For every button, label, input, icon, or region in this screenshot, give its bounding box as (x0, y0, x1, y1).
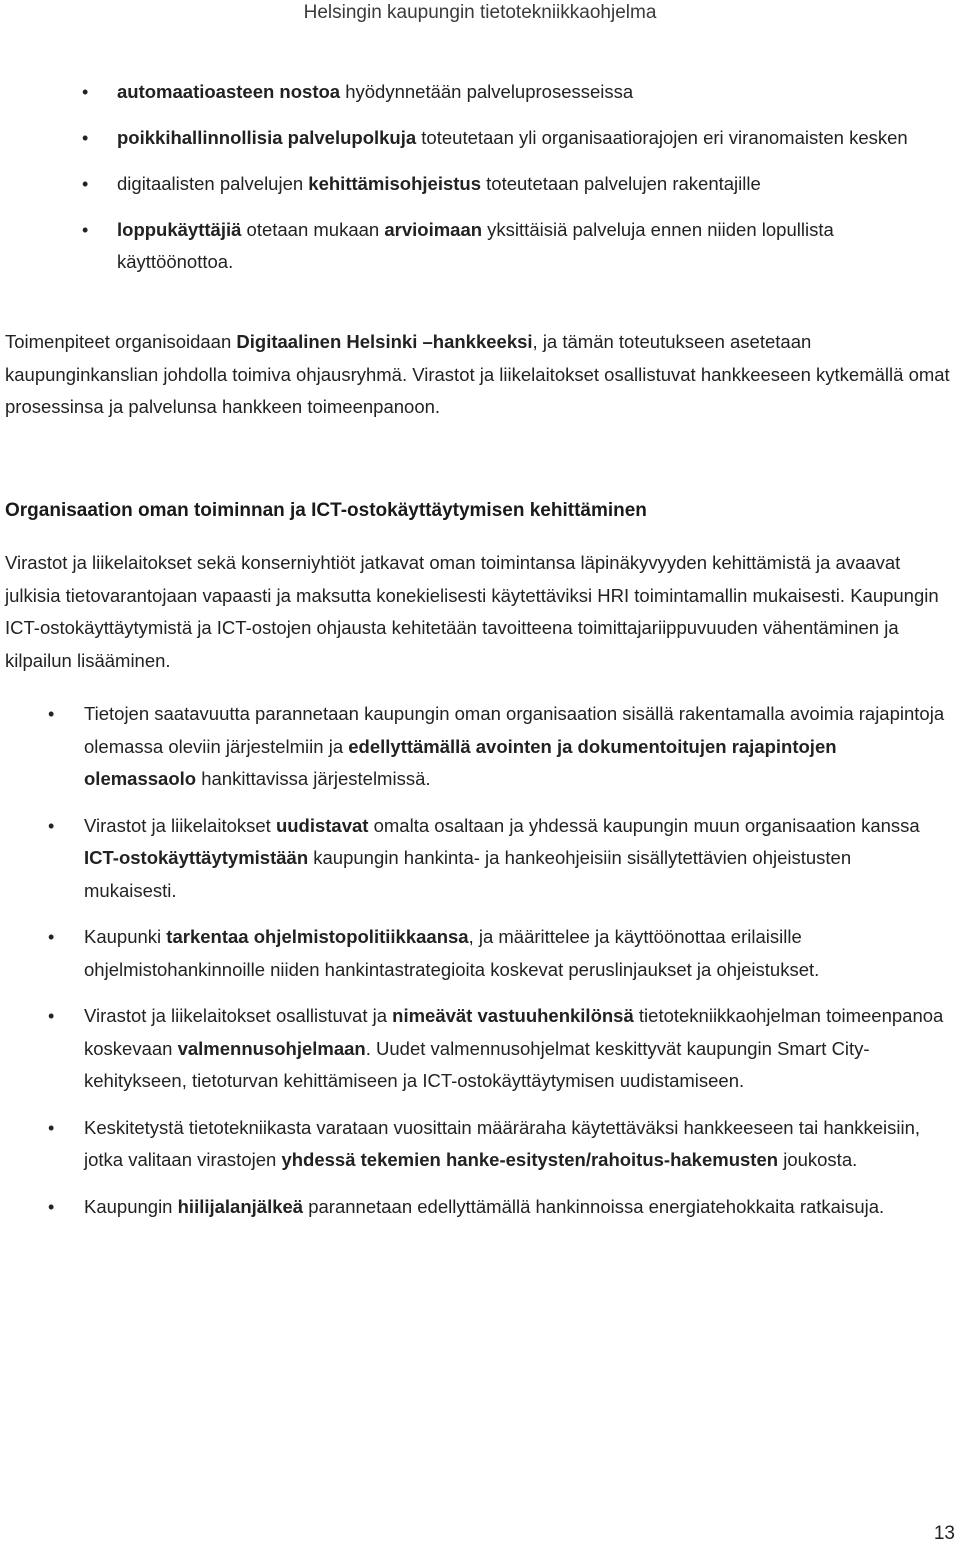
bold-phrase: automaatioasteen nostoa (117, 81, 341, 102)
list-item (0, 810, 960, 908)
list-item (0, 921, 960, 986)
item-text: omalta osaltaan ja yhdessä kaupungin muun organisaation kanssa (368, 814, 920, 836)
bold-phrase: kehittämisohjeistus (308, 173, 482, 194)
para-text: , ja tämän toteutukseen asetetaan kaupunginkanslian johdolla toimiva ohjausryhmä. Virastot ja liikelaitokset osallistuvat hankkeeseen kytkemällä omat prosessinsa ja palvelunsa hankkeen toimeenpanoon. (5, 331, 950, 417)
bullet-icon: • (48, 815, 55, 836)
bullet-icon: • (82, 220, 89, 240)
bullet-icon: • (82, 128, 89, 148)
bullet-icon: • (82, 174, 89, 194)
list-item (0, 76, 960, 108)
list-item (0, 698, 960, 796)
item-text: Kaupungin (84, 1195, 178, 1217)
bold-phrase: yhdessä tekemien hanke-esitysten/rahoitus-hakemusten (281, 1149, 779, 1170)
item-text: digitaalisten palvelujen (117, 173, 309, 194)
item-text: parannetaan edellyttämällä hankinnoissa energiatehokkaita ratkaisuja. (303, 1195, 885, 1217)
bullet-icon: • (82, 82, 89, 102)
item-text: Virastot ja liikelaitokset osallistuvat ja (84, 1005, 393, 1026)
list-item (0, 1112, 960, 1177)
item-text: hyödynnetään palveluprosesseissa (340, 81, 634, 102)
bold-phrase: nimeävät vastuuhenkilönsä (392, 1005, 634, 1026)
item-text: , ja määrittelee ja käyttöönottaa erilaisille ohjelmistohankinnoille niiden hankintastrategioita koskevat peruslinjaukset ja ohjeistukset. (84, 926, 820, 980)
item-text: joukosta. (778, 1149, 858, 1170)
item-text: yksittäisiä palveluja ennen niiden lopullista käyttöönottoa. (117, 219, 834, 272)
bold-phrase: edellyttämällä avointen ja dokumentoitujen rajapintojen olemassaolo (84, 735, 837, 789)
bold-phrase: tarkentaa ohjelmistopolitiikkaansa (166, 926, 469, 947)
bold-phrase: loppukäyttäjiä (117, 219, 242, 240)
bullet-icon: • (48, 1117, 55, 1138)
bold-phrase: poikkihallinnollisia palvelupolkuja (117, 127, 417, 148)
bullet-icon: • (48, 1196, 55, 1217)
bold-phrase: arvioimaan (384, 219, 483, 240)
bullet-list-bottom (0, 698, 960, 1237)
list-item (0, 1191, 960, 1224)
running-header: Helsingin kaupungin tietotekniikkaohjelma (303, 2, 657, 23)
paragraph-organisation (5, 326, 955, 424)
item-text: . Uudet valmennusohjelmat keskittyvät kaupungin Smart City-kehitykseen, tietoturvan kehittämiseen ja ICT-ostokäyttäytymisen uudistamiseen. (84, 1037, 870, 1091)
bullet-icon: • (48, 1006, 55, 1026)
bold-phrase: Digitaalinen Helsinki –hankkeeksi (236, 331, 533, 352)
list-item (0, 168, 960, 200)
item-text: hankittavissa järjestelmissä. (196, 768, 431, 789)
paragraph-transparency: Virastot ja liikelaitokset sekä konserniyhtiöt jatkavat oman toimintansa läpinäkyvyyden kehittämistä ja avaavat julkisia tietovarantojaan vapaasti ja maksutta konekielisesti käytettäviksi HRI toimintamallin mukaisesti. Kaupungin ICT-ostokäyttäytymistä ja ICT-ostojen ohjausta kehitetään tavoitteena toimittajariippuvuuden vähentäminen ja kilpailun lisääminen. (5, 552, 939, 671)
list-item (0, 1000, 960, 1098)
bold-phrase: ICT-ostokäyttäytymistään (84, 847, 309, 868)
para-text: Toimenpiteet organisoidaan (5, 331, 237, 352)
item-text: Tietojen saatavuutta parannetaan kaupungin oman organisaation sisällä rakentamalla avoimia rajapintoja olemassa oleviin järjestelmiin ja (84, 703, 945, 757)
item-text: Keskitetystä tietotekniikasta varataan vuosittain määräraha käytettäväksi hankkeeseen tai hankkeisiin, jotka valitaan virastojen (84, 1116, 921, 1170)
list-item (0, 122, 960, 154)
list-item (0, 214, 960, 278)
bullet-icon: • (48, 704, 55, 724)
section-heading: Organisaation oman toiminnan ja ICT-ostokäyttäytymisen kehittäminen (5, 500, 647, 521)
item-text: Virastot ja liikelaitokset (84, 814, 276, 836)
bullet-list-top (0, 76, 960, 292)
bold-phrase: uudistavat (275, 814, 369, 836)
item-text: tietotekniikkaohjelman toimeenpanoa koskevaan (84, 1005, 944, 1059)
item-text: Kaupunki (84, 926, 167, 947)
item-text: kaupungin hankinta- ja hankeohjeisiin sisällytettävien ohjeistusten mukaisesti. (84, 847, 852, 901)
item-text: otetaan mukaan (241, 219, 385, 240)
page-number: 13 (933, 1523, 955, 1544)
bold-phrase: hiilijalanjälkeä (177, 1195, 304, 1217)
item-text: toteutetaan palvelujen rakentajille (481, 173, 761, 194)
bullet-icon: • (48, 927, 55, 947)
bold-phrase: valmennusohjelmaan (177, 1037, 366, 1059)
item-text: toteutetaan yli organisaatiorajojen eri viranomaisten kesken (416, 127, 908, 148)
